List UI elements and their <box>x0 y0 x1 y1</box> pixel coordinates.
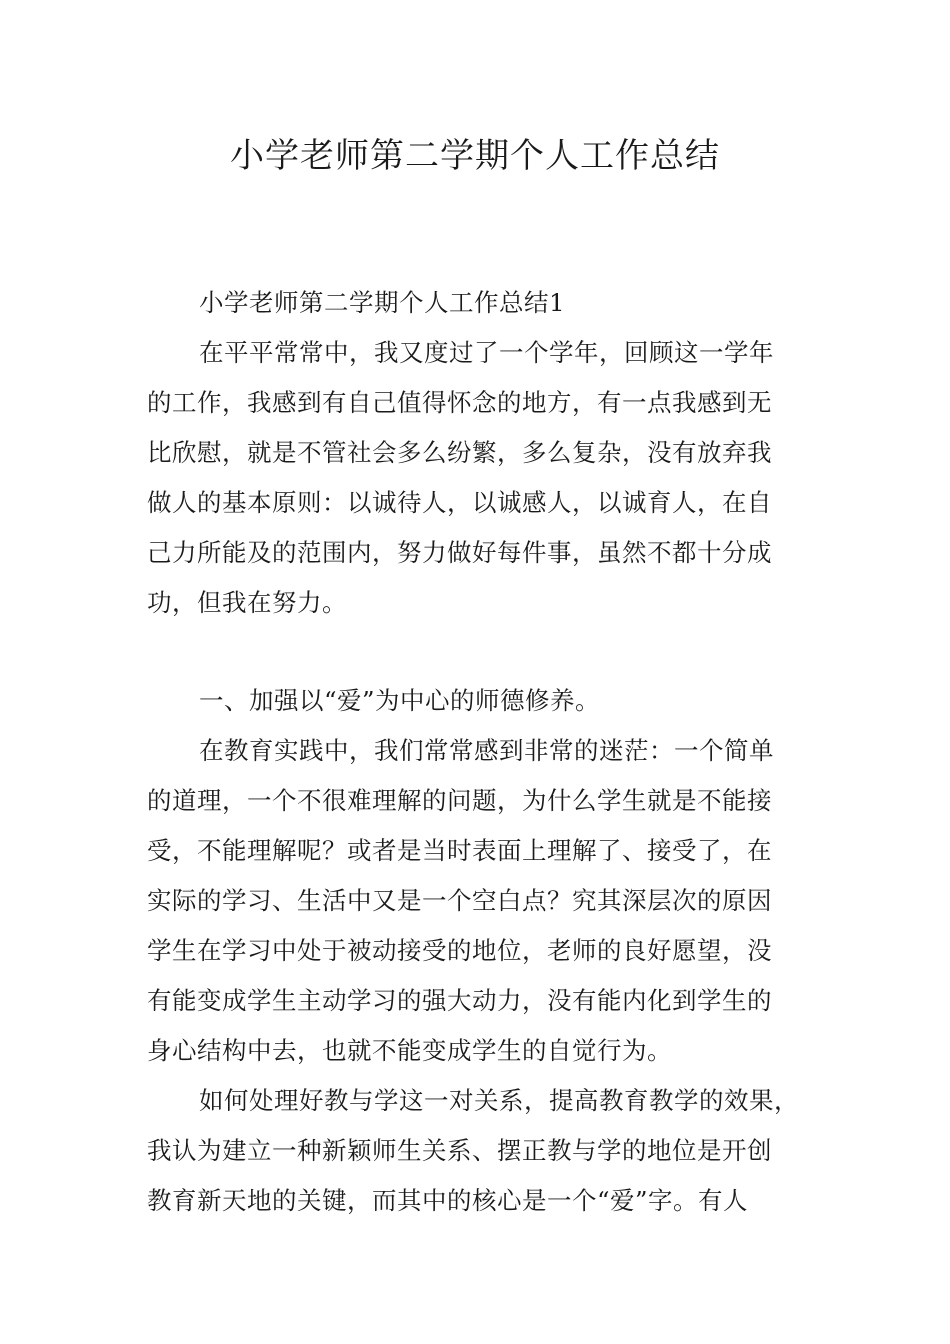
paragraph-2-line-7: 身心结构中去，也就不能变成学生的自觉行为。 <box>147 1036 672 1065</box>
subheading: 小学老师第二学期个人工作总结1 <box>199 288 566 317</box>
paragraph-2-line-6: 有能变成学生主动学习的强大动力，没有能内化到学生的 <box>147 986 772 1015</box>
paragraph-2-line-2: 的道理，一个不很难理解的问题，为什么学生就是不能接 <box>147 786 772 815</box>
paragraph-1-line-1: 在平平常常中，我又度过了一个学年，回顾这一学年 <box>199 338 774 367</box>
paragraph-1-line-5: 己力所能及的范围内，努力做好每件事，虽然不都十分成 <box>147 538 772 567</box>
paragraph-2-line-3: 受，不能理解呢？或者是当时表面上理解了、接受了，在 <box>147 836 772 865</box>
paragraph-1-line-3: 比欣慰，就是不管社会多么纷繁，多么复杂，没有放弃我 <box>147 438 772 467</box>
paragraph-3-line-3: 教育新天地的关键，而其中的核心是一个“爱”字。有人 <box>147 1186 749 1215</box>
paragraph-1-line-6: 功，但我在努力。 <box>147 588 347 617</box>
paragraph-1-line-4: 做人的基本原则：以诚待人，以诚感人，以诚育人，在自 <box>147 488 772 517</box>
paragraph-3-line-1: 如何处理好教与学这一对关系，提高教育教学的效果， <box>199 1086 799 1115</box>
paragraph-3-line-2: 我认为建立一种新颖师生关系、摆正教与学的地位是开创 <box>147 1136 772 1165</box>
paragraph-2-line-4: 实际的学习、生活中又是一个空白点？究其深层次的原因 <box>147 886 772 915</box>
paragraph-1-line-2: 的工作，我感到有自己值得怀念的地方，有一点我感到无 <box>147 388 772 417</box>
document-title: 小学老师第二学期个人工作总结 <box>230 136 720 176</box>
section-1-heading: 一、加强以“爱”为中心的师德修养。 <box>199 686 601 715</box>
paragraph-2-line-1: 在教育实践中，我们常常感到非常的迷茫：一个简单 <box>199 736 774 765</box>
paragraph-2-line-5: 学生在学习中处于被动接受的地位，老师的良好愿望，没 <box>147 936 772 965</box>
